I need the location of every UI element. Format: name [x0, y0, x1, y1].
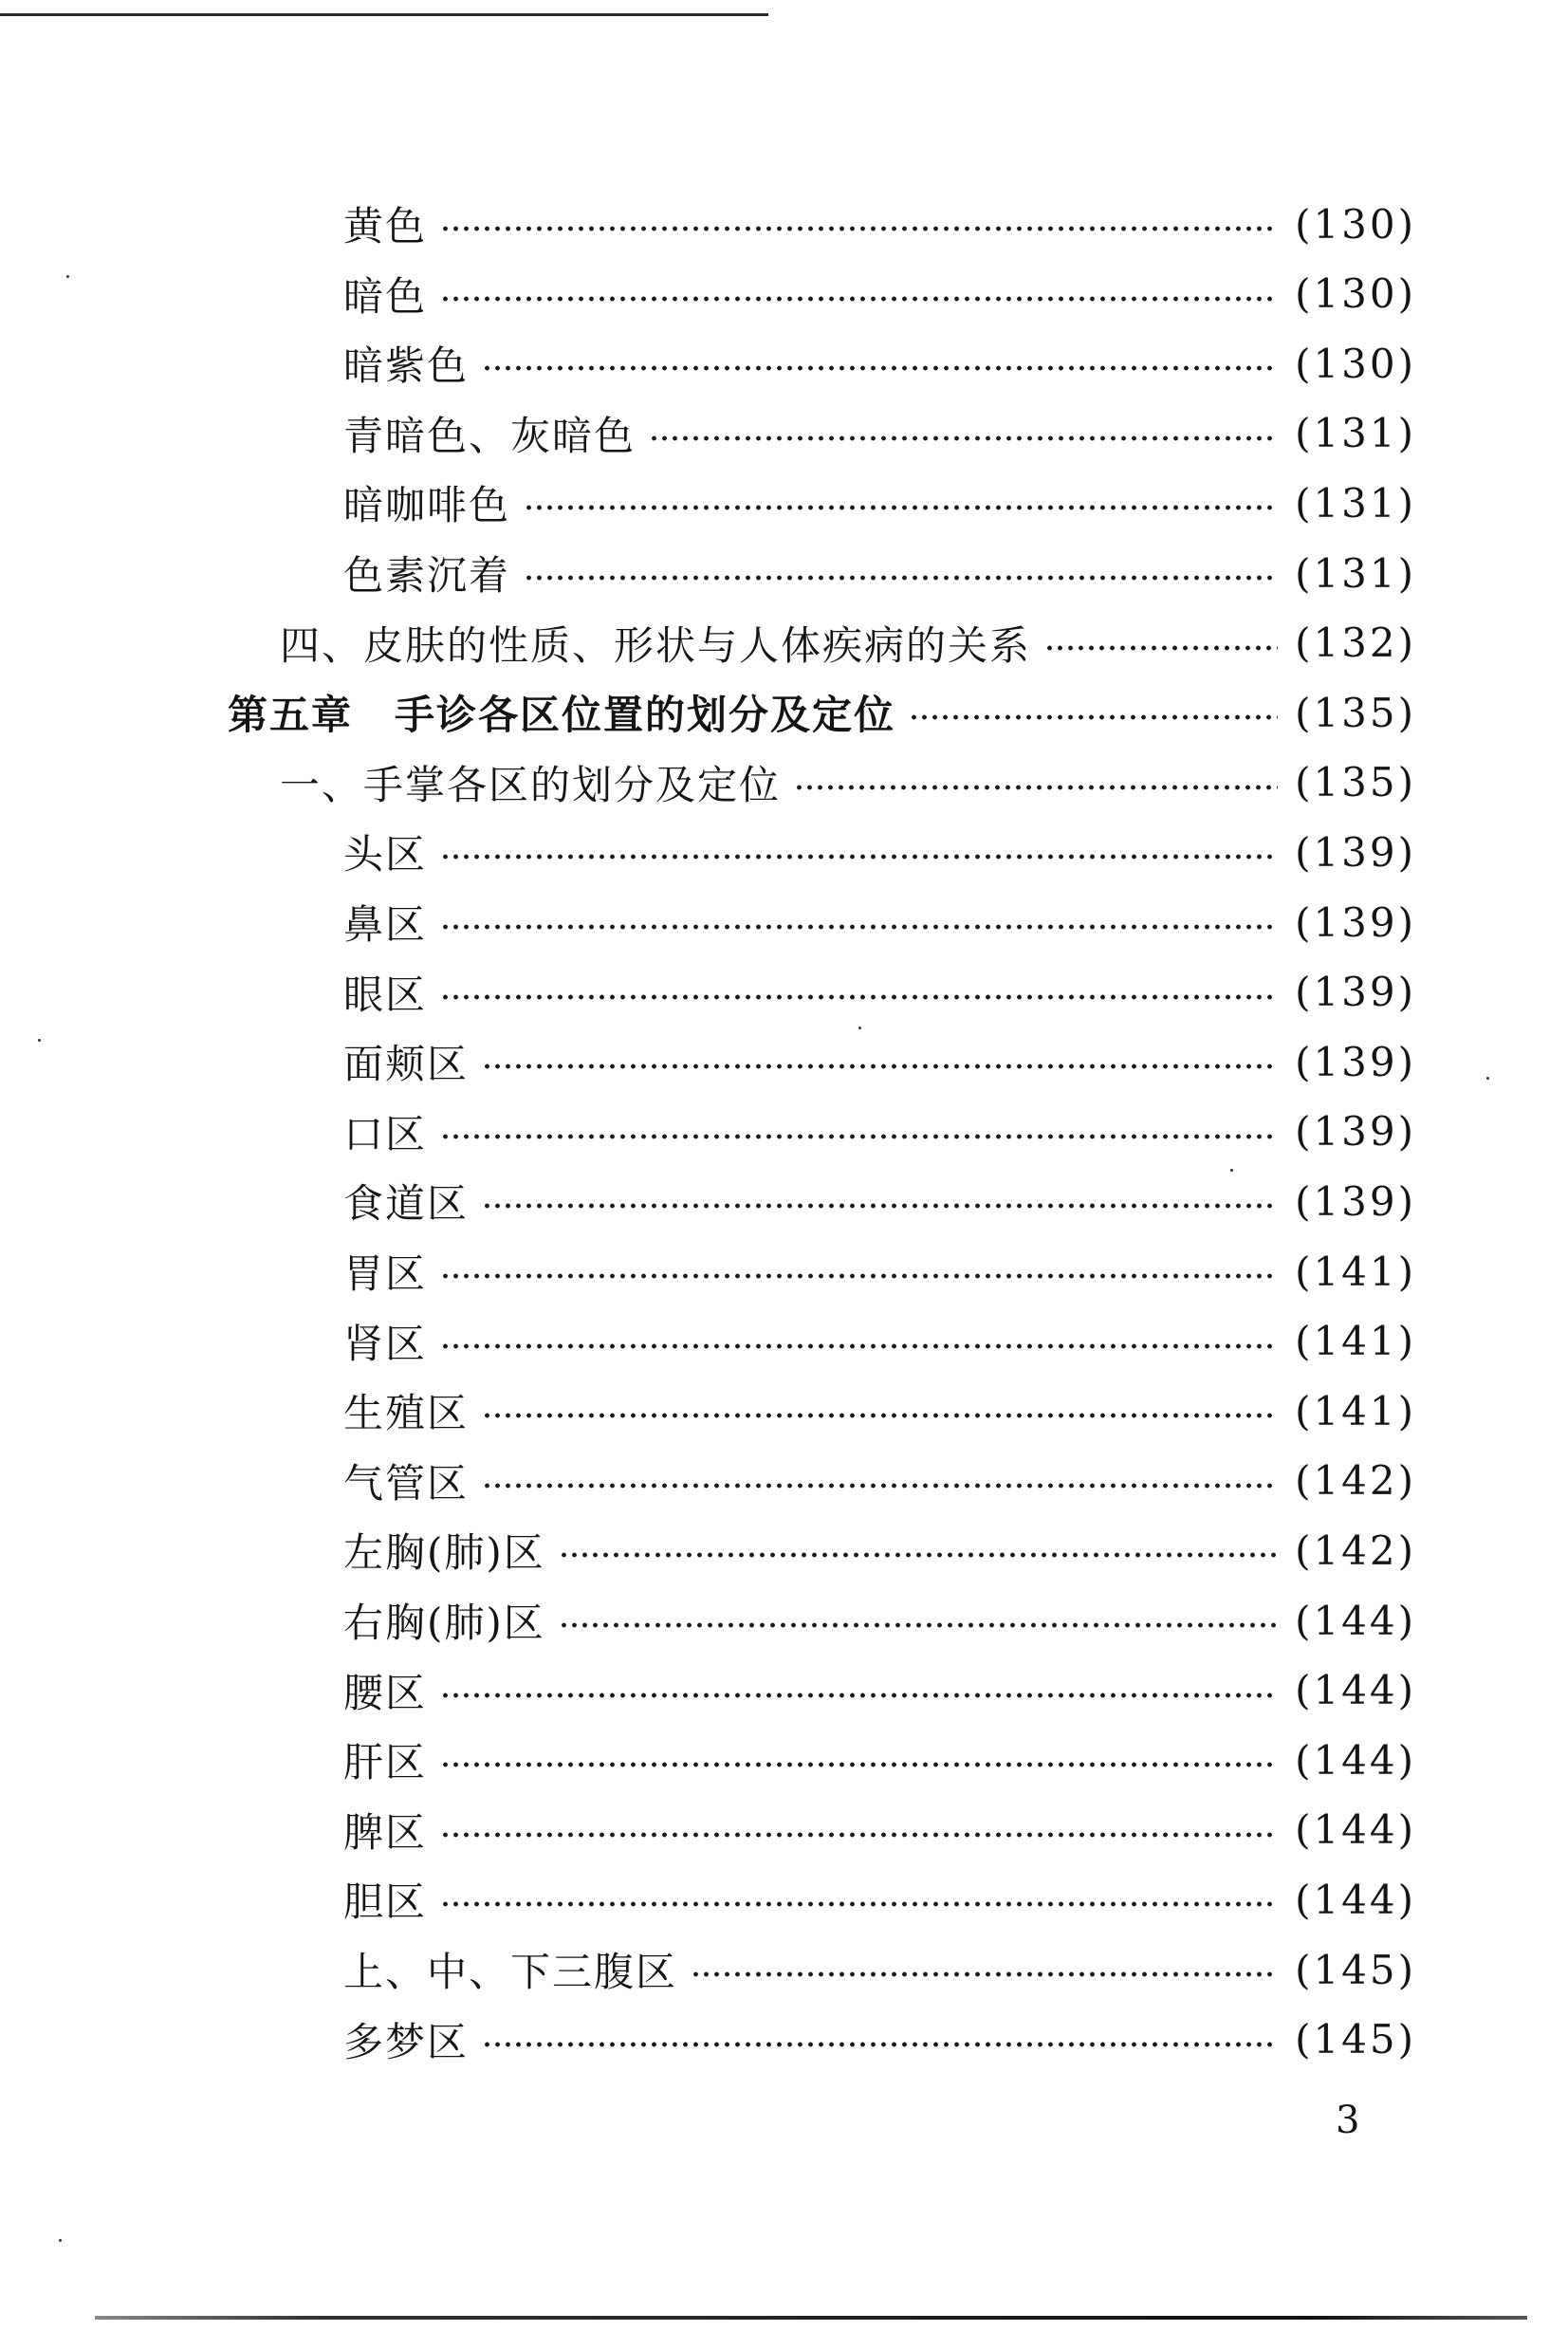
toc-entry-title: 多梦区 — [343, 2018, 470, 2065]
toc-entry-title: 暗咖啡色 — [343, 482, 511, 529]
dot-leader — [524, 504, 1278, 511]
dot-leader — [482, 1202, 1278, 1210]
page-number: 3 — [1336, 2099, 1360, 2142]
toc-entry-title: 四、皮肤的性质、形状与人体疾病的关系 — [280, 621, 1032, 669]
toc-entry-row[interactable] — [343, 195, 1416, 252]
toc-entry-title: 头区 — [343, 831, 428, 879]
toc-entry-row[interactable] — [280, 754, 1416, 811]
toc-chapter-row[interactable] — [228, 684, 1416, 741]
toc-entry-row[interactable] — [343, 894, 1416, 951]
toc-entry-title: 黄色 — [343, 203, 428, 250]
dot-leader — [440, 1272, 1278, 1280]
dot-leader — [440, 1831, 1278, 1839]
dot-leader — [440, 1692, 1278, 1699]
toc-entry-row[interactable] — [343, 1103, 1416, 1160]
toc-entry-row[interactable] — [343, 1243, 1416, 1300]
toc-entry-page: (144) — [1295, 1736, 1416, 1784]
dot-leader — [482, 364, 1278, 372]
dot-leader — [482, 1063, 1278, 1070]
toc-entry-row[interactable] — [343, 823, 1416, 880]
dot-leader — [440, 853, 1278, 860]
toc-entry-title: 暗紫色 — [343, 342, 470, 390]
dot-leader — [649, 435, 1278, 442]
toc-entry-title: 胆区 — [343, 1878, 428, 1926]
toc-entry-title: 口区 — [343, 1110, 428, 1157]
toc-entry-row[interactable] — [343, 545, 1416, 601]
toc-entry-title: 肝区 — [343, 1739, 428, 1786]
toc-entry-page: (130) — [1295, 340, 1416, 387]
toc-entry-row[interactable] — [343, 1592, 1416, 1649]
dot-leader — [440, 1900, 1278, 1908]
toc-entry-row[interactable] — [343, 335, 1416, 392]
toc-entry-row[interactable] — [343, 1941, 1416, 1998]
toc-entry-row[interactable] — [343, 405, 1416, 462]
dot-leader — [440, 1342, 1278, 1350]
toc-entry-page: (144) — [1295, 1876, 1416, 1923]
toc-entry-page: (131) — [1295, 410, 1416, 457]
toc-entry-title: 色素沉着 — [343, 552, 511, 599]
toc-entry-title: 面颊区 — [343, 1041, 470, 1088]
toc-entry-page: (130) — [1295, 200, 1416, 248]
dot-leader — [482, 1412, 1278, 1419]
toc-entry-page: (131) — [1295, 549, 1416, 597]
toc-entry-page: (139) — [1295, 969, 1416, 1016]
toc-entry-row[interactable] — [343, 1033, 1416, 1090]
toc-entry-title: 脾区 — [343, 1808, 428, 1856]
toc-entry-page: (144) — [1295, 1667, 1416, 1714]
dot-leader — [482, 1482, 1278, 1489]
toc-entry-title: 第五章 手诊各区位置的划分及定位 — [228, 692, 896, 739]
toc-entry-row[interactable] — [343, 1382, 1416, 1439]
dot-leader — [524, 574, 1278, 582]
toc-entry-row[interactable] — [280, 615, 1416, 672]
toc-entry-page: (145) — [1295, 1946, 1416, 1993]
toc-entry-row[interactable] — [343, 1802, 1416, 1859]
dot-leader — [440, 1761, 1278, 1768]
toc-entry-title: 生殖区 — [343, 1390, 470, 1437]
toc-entry-row[interactable] — [343, 964, 1416, 1021]
toc-entry-page: (139) — [1295, 1108, 1416, 1156]
toc-entry-page: (141) — [1295, 1248, 1416, 1295]
toc-entry-row[interactable] — [343, 1313, 1416, 1370]
toc-entry-row[interactable] — [343, 1662, 1416, 1719]
toc-entry-title: 腰区 — [343, 1669, 428, 1716]
dot-leader — [691, 1970, 1278, 1978]
toc-entry-page: (139) — [1295, 1038, 1416, 1085]
toc-entry-row[interactable] — [343, 1731, 1416, 1788]
toc-entry-title: 青暗色、灰暗色 — [343, 412, 636, 459]
toc-entry-title: 右胸(肺)区 — [343, 1600, 545, 1646]
toc-entry-page: (139) — [1295, 1177, 1416, 1225]
dot-leader — [440, 295, 1278, 303]
toc-entry-page: (142) — [1295, 1457, 1416, 1505]
toc-entry-page: (139) — [1295, 898, 1416, 946]
toc-entry-page: (141) — [1295, 1318, 1416, 1365]
toc-entry-title: 暗色 — [343, 272, 428, 320]
toc-entry-title: 胃区 — [343, 1250, 428, 1297]
toc-entry-row[interactable] — [343, 1522, 1416, 1579]
toc-entry-page: (141) — [1295, 1387, 1416, 1434]
dot-leader — [559, 1621, 1278, 1629]
dot-leader — [440, 225, 1278, 232]
dot-leader — [909, 713, 1278, 721]
toc-entry-row[interactable] — [343, 266, 1416, 323]
toc-entry-row[interactable] — [343, 2011, 1416, 2068]
toc-entry-title: 左胸(肺)区 — [343, 1529, 545, 1577]
toc-entry-page: (139) — [1295, 828, 1416, 876]
dot-leader — [482, 2041, 1278, 2048]
toc-entry-title: 上、中、下三腹区 — [343, 1949, 678, 1995]
toc-entry-page: (135) — [1295, 759, 1416, 806]
toc-entry-row[interactable] — [343, 1173, 1416, 1230]
toc-entry-page: (135) — [1295, 689, 1416, 736]
toc-entry-page: (131) — [1295, 479, 1416, 527]
toc-entry-page: (130) — [1295, 270, 1416, 318]
toc-entry-title: 一、手掌各区的划分及定位 — [280, 761, 782, 808]
toc-entry-title: 鼻区 — [343, 901, 428, 948]
toc-entry-page: (144) — [1295, 1806, 1416, 1854]
dot-leader — [1044, 644, 1278, 652]
dot-leader — [440, 923, 1278, 931]
toc-entry-title: 肾区 — [343, 1320, 428, 1367]
toc-entry-row[interactable] — [343, 1871, 1416, 1928]
dot-leader — [559, 1551, 1278, 1559]
toc-entry-title: 食道区 — [343, 1180, 470, 1228]
dot-leader — [440, 1133, 1278, 1140]
toc-entry-row[interactable] — [343, 1452, 1416, 1509]
dot-leader — [794, 784, 1278, 791]
toc-entry-title: 气管区 — [343, 1459, 470, 1507]
toc-entry-page: (145) — [1295, 2016, 1416, 2063]
toc-entry-page: (142) — [1295, 1526, 1416, 1574]
toc-entry-page: (132) — [1295, 620, 1416, 667]
toc-entry-page: (144) — [1295, 1597, 1416, 1644]
toc-entry-row[interactable] — [343, 474, 1416, 531]
dot-leader — [440, 993, 1278, 1001]
toc-entry-title: 眼区 — [343, 971, 428, 1018]
